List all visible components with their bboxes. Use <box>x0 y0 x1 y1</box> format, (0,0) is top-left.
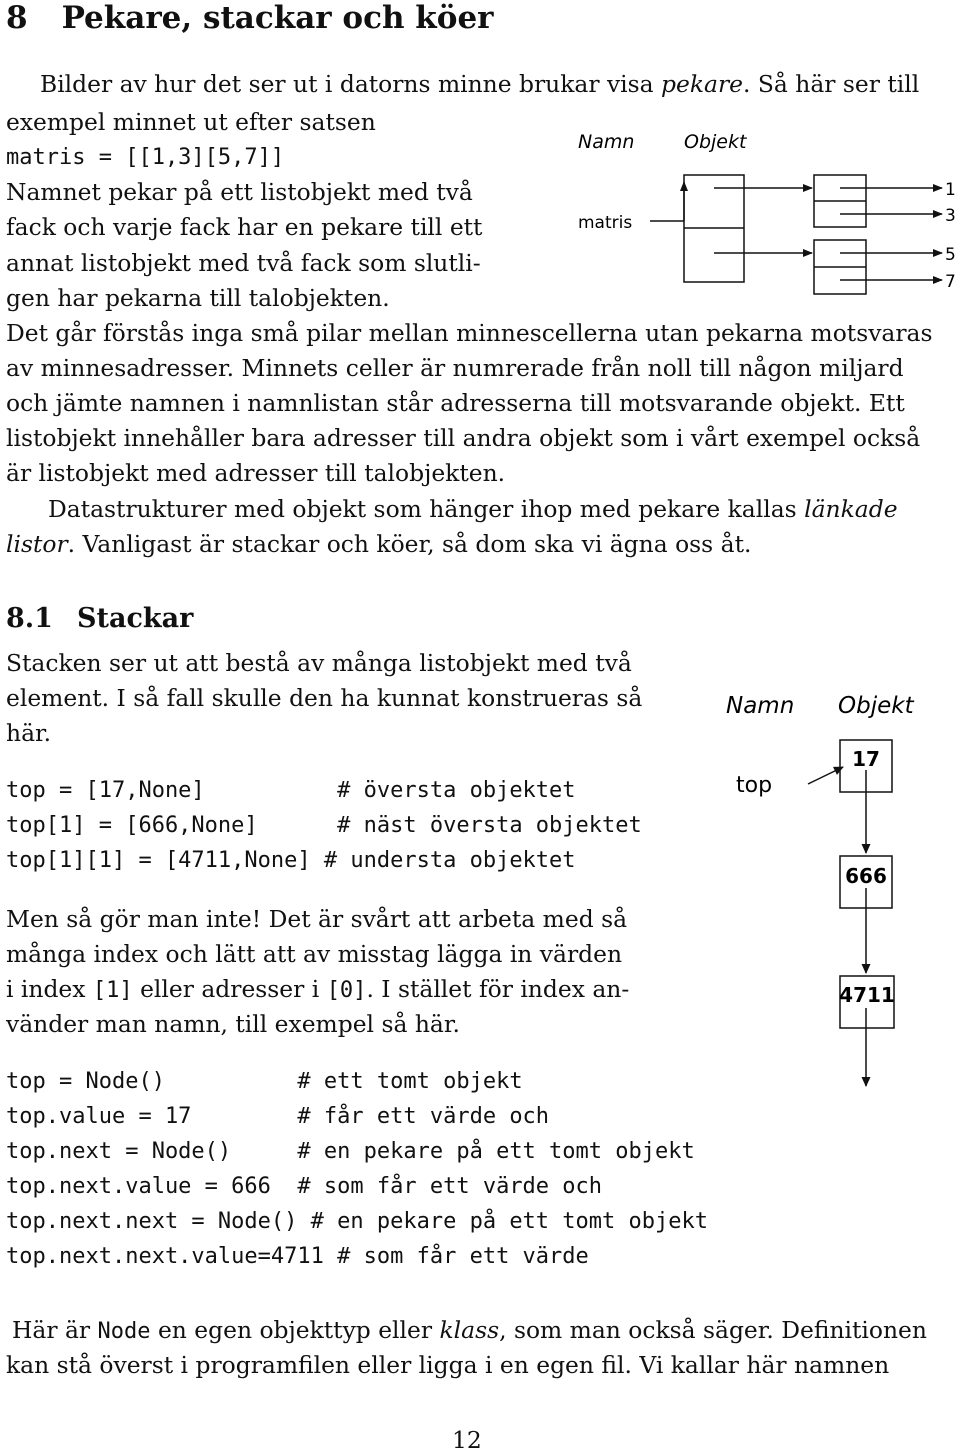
matris-name: matris <box>578 213 633 233</box>
page-number: 12 <box>452 1426 482 1454</box>
explanation-text: en egen objekttyp eller <box>150 1316 440 1344</box>
warning-line-1: Men så gör man inte! Det är svårt att arbeta med så <box>6 905 628 933</box>
intro-line-8: Det går förstås inga små pilar mellan minnescellerna utan pekarna motsvaras <box>6 319 933 347</box>
code-line: top.next = Node() # en pekare på ett tomt objekt <box>6 1139 695 1164</box>
value-label-1: 1 <box>945 180 956 200</box>
code-line: top = Node() # ett tomt objekt <box>6 1069 523 1094</box>
stack-line-2: element. I så fall skulle den ha kunnat konstrueras så <box>6 684 643 712</box>
code-line: top.next.next = Node() # en pekare på ett tomt objekt <box>6 1209 708 1234</box>
intro-line-2: exempel minnet ut efter satsen <box>6 108 376 136</box>
objekt-header: Objekt <box>684 131 747 153</box>
stack-line-3: här. <box>6 719 52 747</box>
lankade-emphasis: länkade <box>804 495 898 523</box>
intro-line-10: och jämte namnen i namnlistan står adresserna till motsvarande objekt. Ett <box>6 389 905 417</box>
intro-text: . Vanligast är stackar och köer, så dom ska vi ägna oss åt. <box>67 530 752 558</box>
subsection-number: 8.1 <box>6 603 53 634</box>
warning-text: . I stället för index an- <box>366 975 630 1003</box>
intro-line-13 <box>48 495 898 523</box>
intro-code-line: matris = [[1,3][5,7]] <box>6 145 285 170</box>
intro-text: . Så här ser till <box>743 70 920 98</box>
stack-line-1: Stacken ser ut att bestå av många listobjekt med två <box>6 649 632 677</box>
warning-text: i index <box>6 975 93 1003</box>
intro-line-11: listobjekt innehåller bara adresser till andra objekt som i vårt exempel också <box>6 424 921 452</box>
section-title: Pekare, stackar och köer <box>61 0 494 36</box>
warning-line-2: många index och lätt att av misstag lägga in värden <box>6 940 623 968</box>
listor-emphasis: listor <box>6 530 68 558</box>
intro-line-7: gen har pekarna till talobjekten. <box>6 284 390 312</box>
namn-header: Namn <box>726 693 795 719</box>
node-value-666: 666 <box>845 864 887 888</box>
intro-line-5: fack och varje fack har en pekare till ett <box>6 213 483 241</box>
subsection-heading <box>6 603 193 634</box>
intro-line-12: är listobjekt med adresser till talobjekten. <box>6 459 506 487</box>
top-pointer-arrow <box>808 767 843 784</box>
node-value-17: 17 <box>852 747 880 771</box>
code-line: top = [17,None] # översta objektet <box>6 778 576 803</box>
value-label-5: 5 <box>945 245 956 265</box>
code-line: top.value = 17 # får ett värde och <box>6 1104 550 1129</box>
namn-header: Namn <box>578 131 635 153</box>
index-code: [0] <box>326 978 367 1003</box>
intro-text: Datastrukturer med objekt som hänger ihop med pekare kallas <box>48 495 805 523</box>
intro-line-14 <box>6 530 751 558</box>
node-value-4711: 4711 <box>839 983 895 1007</box>
section-heading <box>6 0 494 36</box>
node-explanation-line-1 <box>12 1316 927 1344</box>
intro-line-4: Namnet pekar på ett listobjekt med två <box>6 178 473 206</box>
code-line: top.next.value = 666 # som får ett värde och <box>6 1174 603 1199</box>
intro-line-1 <box>40 70 919 98</box>
stack-memory-diagram <box>720 686 940 1106</box>
code-line: top[1][1] = [4711,None] # understa objektet <box>6 848 576 873</box>
node-code: Node <box>97 1319 151 1344</box>
code-line: top.next.next.value=4711 # som får ett värde <box>6 1244 589 1269</box>
klass-emphasis: klass <box>439 1316 500 1344</box>
warning-line-3 <box>6 975 629 1003</box>
subsection-title: Stackar <box>76 603 194 634</box>
objekt-header: Objekt <box>838 693 914 719</box>
value-label-3: 3 <box>945 206 956 226</box>
pekare-emphasis: pekare <box>661 70 744 98</box>
warning-line-4: vänder man namn, till exempel så här. <box>6 1010 460 1038</box>
warning-text: eller adresser i <box>132 975 327 1003</box>
code-line: top[1] = [666,None] # näst översta objektet <box>6 813 642 838</box>
intro-line-9: av minnesadresser. Minnets celler är numrerade från noll till någon miljard <box>6 354 904 382</box>
value-label-7: 7 <box>945 272 956 292</box>
node-explanation-line-2: kan stå överst i programfilen eller ligga i en egen fil. Vi kallar här namnen <box>6 1351 890 1379</box>
intro-line-6: annat listobjekt med två fack som slutli- <box>6 249 481 277</box>
explanation-text: Här är <box>12 1316 98 1344</box>
intro-text: Bilder av hur det ser ut i datorns minne brukar visa <box>40 70 662 98</box>
section-number: 8 <box>6 0 28 36</box>
top-name: top <box>736 773 773 798</box>
matris-memory-diagram <box>570 125 960 305</box>
explanation-text: , som man också säger. Definitionen <box>499 1316 927 1344</box>
index-code: [1] <box>92 978 133 1003</box>
